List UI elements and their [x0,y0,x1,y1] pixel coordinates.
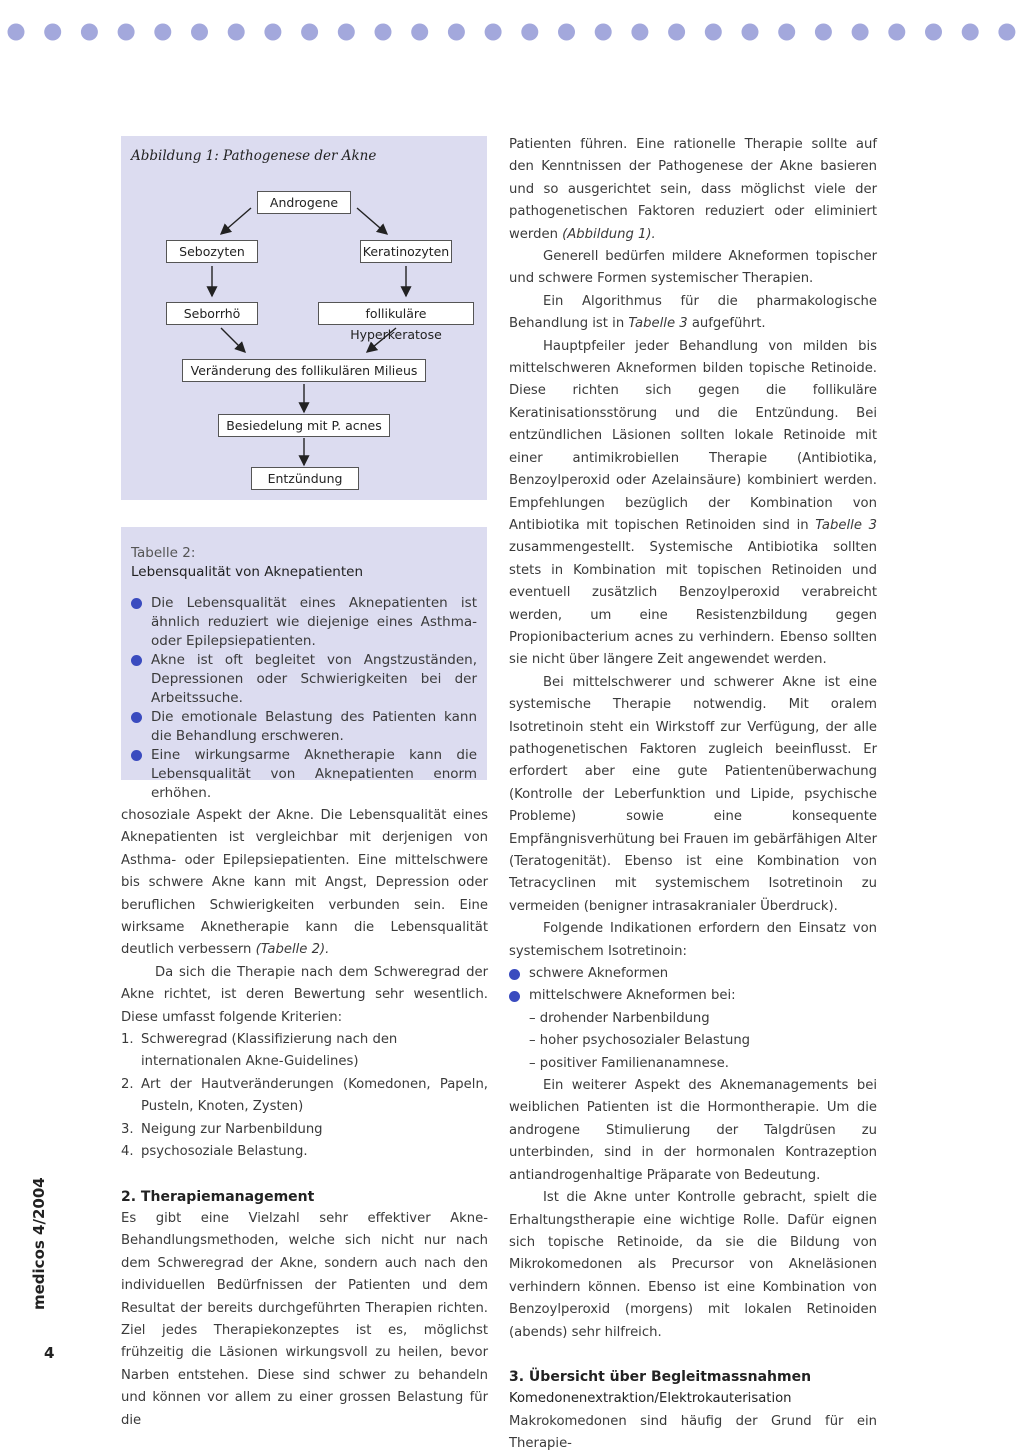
paragraph: Folgende Indikationen erfordern den Einsatz von systemischem Isotretinoin: [509,921,877,959]
right-column [509,134,877,1456]
table-2-list [131,594,477,803]
decorative-dot [668,24,685,41]
arrow-seborrhoe-milieu [221,328,245,352]
decorative-dot [631,24,648,41]
list-item: schwere Akneformen [509,963,877,985]
figure-reference: (Abbildung 1). [562,226,656,242]
criteria-list [121,1029,488,1163]
decorative-dot [742,24,759,41]
section-heading: 3. Übersicht über Begleitmassnahmen [509,1368,812,1385]
decorative-dot [81,24,98,41]
table-2-subtitle: Lebensqualität von Aknepatienten [131,564,364,580]
figure-pathogenesis [121,136,487,500]
paragraph: Patienten führen. Eine rationelle Therapie sollte auf den Kenntnissen der Pathogenese der Akne basieren und so ausgerichtet sein, dass möglichst viele der pathogenetischen Faktoren reduziert oder eliminiert werden (Abbildung 1). [509,137,877,242]
sub-list-item: – positiver Familienanamnese. [529,1055,729,1071]
table-reference: (Tabelle 2). [255,942,330,958]
list-item: 2. Art der Hautveränderungen (Komedonen, Papeln, Pusteln, Knoten, Zysten) [121,1076,488,1115]
decorative-dot [375,24,392,41]
decorative-dot [705,24,722,41]
node-sebozyten: Sebozyten [166,240,258,263]
decorative-dot [521,24,538,41]
decorative-dot [191,24,208,41]
list-item: 4. psychosoziale Belastung. [121,1144,308,1160]
arrow-androgene-sebozyten [221,208,251,234]
bullet-icon [131,750,142,761]
decorative-dot-row [0,22,1024,42]
paragraph: chosoziale Aspekt der Akne. Die Lebensqualität eines Aknepatienten ist vergleichbar mit derjenigen von Asthma- oder Epilepsiepatienten. Eine mittelschwere bis schwere Akne kann mit Angst, Depression oder beruflichen Schwierigkeiten verbunden sein. Eine wirksame Aknetherapie kann die Lebensqualität deutlich verbessern (Tabelle 2). [121,808,488,958]
decorative-dot [485,24,502,41]
paragraph: Bei mittelschwerer und schwerer Akne ist eine systemische Therapie notwendig. Mit oralem Isotretinoin steht ein Wirkstoff zur Verfügung, der alle pathogenetischen Faktoren zugleich beeinflusst. Er erfordert aber eine gute Patientenüberwachung (Kontrolle der Leberfunktion und Lipide, psychische Probleme) sowie eine konsequente Empfängnisverhütung bei Frauen im gebärfähigen Alter (Teratogenität). Ebenso ist eine Kombination von Tetracyclinen mit systemischem Isotretinoin zu vermeiden (benigner intrasakranialer Überdruck). [509,674,877,914]
arrow-androgene-keratinozyten [357,208,387,234]
paragraph: Makrokomedonen sind häufig der Grund für ein Therapie- [509,1413,877,1452]
bullet-icon [131,598,142,609]
table-reference: Tabelle 3 [628,316,688,332]
table-2-box [121,527,487,801]
paragraph: Es gibt eine Vielzahl sehr effektiver Akne-Behandlungsmethoden, welche sich nicht nur nach dem Schweregrad der Akne, sondern auch nach den individuellen Bedürfnissen der Patienten und dem Resultat der bereits durchgeführten Therapien richten. Ziel jedes Therapiekonzeptes ist es, möglichst frühzeitig die Läsionen wirkungsvoll zu heilen, bevor Narben entstehen. Diese sind schwer zu behandeln und können vor allem zu einer grossen Belastung für die [121,1210,488,1428]
node-hyperkeratose: follikuläre Hyperkeratose [318,302,474,325]
decorative-dot [962,24,979,41]
node-besiedelung: Besiedelung mit P. acnes [218,414,390,437]
decorative-dot [411,24,428,41]
decorative-dot [998,24,1015,41]
page-number: 4 [44,1344,55,1362]
table-reference: Tabelle 3 [815,517,877,533]
paragraph: Ein weiterer Aspekt des Aknemanagements bei weiblichen Patienten ist die Hormontherapie. Um die androgene Stimulierung der Talgdrüsen zu unterbinden, sind in der hormonalen Kontrazeption antiandrogenhaltige Präparate von Bedeutung. [509,1078,877,1183]
paragraph: Ein Algorithmus für die pharmakologische Behandlung ist in Tabelle 3 aufgeführt. [509,293,877,332]
node-entzuendung: Entzündung [251,467,359,490]
list-item: Die emotionale Belastung des Patienten kann die Behandlung erschweren. [131,708,477,746]
list-item: mittelschwere Akneformen bei: [509,985,877,1007]
list-item: Akne ist oft begleitet von Angstzuständen, Depressionen oder Schwierigkeiten bei der Arbeitssuche. [131,651,477,708]
bullet-icon [131,655,142,666]
bullet-icon [509,991,520,1002]
node-seborrhoe: Seborrhö [166,302,258,325]
figure-title: Abbildung 1: Pathogenese der Akne [131,148,377,164]
table-2-title: Tabelle 2: [131,545,196,561]
decorative-dot [44,24,61,41]
decorative-dot [338,24,355,41]
decorative-dot [852,24,869,41]
list-item: 1. Schweregrad (Klassifizierung nach den internationalen Akne-Guidelines) [121,1032,398,1070]
decorative-dot [448,24,465,41]
decorative-dot [888,24,905,41]
decorative-dot [778,24,795,41]
paragraph: Hauptpfeiler jeder Behandlung von milden bis mittelschweren Akneformen bilden topische Retinoide. Diese richten sich gegen die follikuläre Keratinisationsstörung und die Entzündung. Bei entzündlichen Läsionen sollten lokale Retinoide mit einer antimikrobiellen Therapie (Antibiotika, Benzoylperoxid oder Azelainsäure) kombiniert werden. Empfehlungen bezüglich der Kombination von Antibiotika mit topischen Retinoiden sind in Tabelle 3 zusammengestellt. Systemische Antibiotika sollten stets in Kombination mit topischen Retinoiden und eventuell zusätzlich Benzoylperoxid verabreicht werden, um eine Resistenzbildung gegen Propionibacterium acnes zu verhindern. Ebenso sollten sie nicht über längere Zeit angewendet werden. [509,338,877,668]
paragraph: Ist die Akne unter Kontrolle gebracht, spielt die Erhaltungstherapie eine wichtige Rolle. Dafür eignen sich topische Retinoide, da sie die Bildung von Mikrokomedonen als Precursor von Akneläsionen verhindern können. Ebenso ist eine Kombination von Benzoylperoxid (morgens) mit lokalen Retinoiden (abends) sehr hilfreich. [509,1190,877,1340]
decorative-dot [301,24,318,41]
sub-list-item: – drohender Narbenbildung [529,1010,710,1026]
decorative-dot [154,24,171,41]
decorative-dot [595,24,612,41]
decorative-dot [558,24,575,41]
list-item: Eine wirkungsarme Aknetherapie kann die Lebensqualität von Aknepatienten enorm erhöhen. [131,746,477,803]
node-milieu: Veränderung des follikulären Milieus [182,359,426,382]
bullet-icon [509,969,520,980]
decorative-dot [815,24,832,41]
subheading: Komedonenextraktion/Elektrokauterisation [509,1391,792,1407]
paragraph: Generell bedürfen mildere Akneformen topischer und schwere Formen systemischer Therapien. [509,249,877,287]
sub-list-item: – hoher psychosozialer Belastung [529,1033,751,1049]
node-androgene: Androgene [257,191,351,214]
journal-issue: medicos 4/2004 [30,1177,48,1310]
node-keratinozyten: Keratinozyten [360,240,452,263]
list-item: 3. Neigung zur Narbenbildung [121,1121,323,1137]
decorative-dot [228,24,245,41]
decorative-dot [118,24,135,41]
decorative-dot [8,24,25,41]
left-column [121,805,488,1432]
decorative-dot [925,24,942,41]
bullet-icon [131,712,142,723]
paragraph: Da sich die Therapie nach dem Schweregrad der Akne richtet, ist deren Bewertung sehr wesentlich. Diese umfasst folgende Kriterien: [121,964,488,1025]
list-item: Die Lebensqualität eines Aknepatienten ist ähnlich reduziert wie diejenige eines Asthma- oder Epilepsiepatienten. [131,594,477,651]
decorative-dot [264,24,281,41]
section-heading: 2. Therapiemanagement [121,1188,315,1205]
